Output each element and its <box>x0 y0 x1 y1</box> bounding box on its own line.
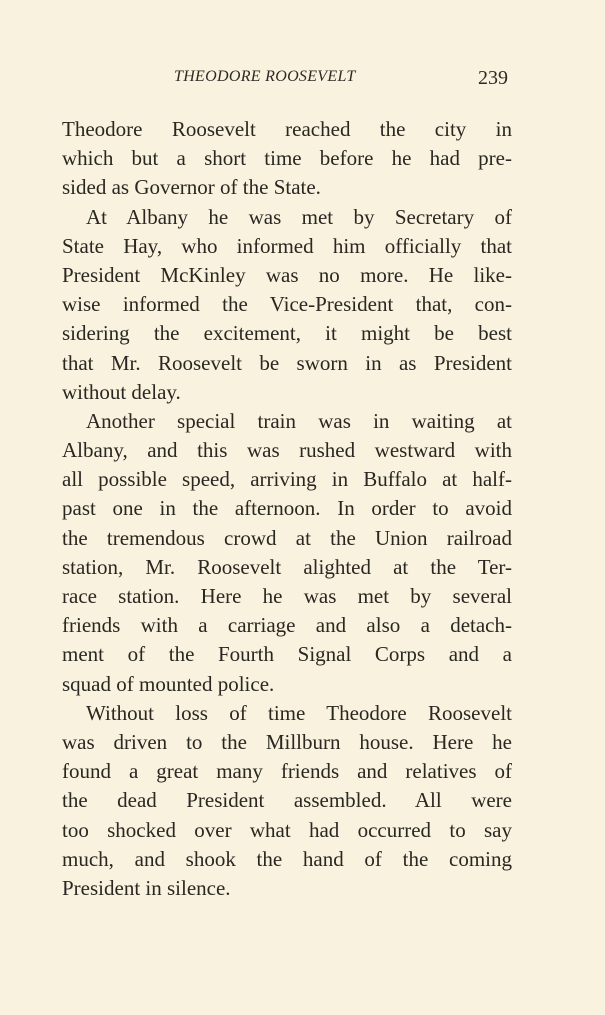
page-header <box>0 68 605 96</box>
paragraph-first-line: At Albany he was met by Secretary of <box>86 204 512 229</box>
text-line: the dead President assembled. All were <box>62 788 512 813</box>
text-line: friends with a carriage and also a detach- <box>62 613 512 638</box>
text-line: that Mr. Roosevelt be sworn in as President <box>62 350 512 375</box>
paragraph-first-line: Another special train was in waiting at <box>86 408 512 433</box>
text-line: past one in the afternoon. In order to avoid <box>62 496 512 521</box>
text-line: without delay. <box>62 379 181 404</box>
text-line: race station. Here he was met by several <box>62 584 512 608</box>
text-line: much, and shook the hand of the coming <box>62 846 512 871</box>
text-line: all possible speed, arriving in Buffalo at half- <box>62 467 512 492</box>
text-line: squad of mounted police. <box>62 671 275 696</box>
text-line: President in silence. <box>62 875 231 900</box>
text-line: Theodore Roosevelt reached the city in <box>62 117 512 141</box>
running-title: THEODORE ROOSEVELT <box>174 68 356 85</box>
text-line: was driven to the Millburn house. Here he <box>62 729 512 754</box>
page-number: 239 <box>478 67 508 89</box>
text-line: found a great many friends and relatives of <box>62 759 512 784</box>
text-line: President McKinley was no more. He like- <box>62 262 512 287</box>
text-line: State Hay, who informed him officially that <box>62 233 512 258</box>
text-line: sided as Governor of the State. <box>62 175 321 200</box>
text-line: station, Mr. Roosevelt alighted at the Ter- <box>62 554 512 579</box>
text-line: the tremendous crowd at the Union railroad <box>62 525 512 550</box>
text-line: sidering the excitement, it might be best <box>62 321 512 346</box>
body-text <box>62 115 512 903</box>
text-line: too shocked over what had occurred to say <box>62 817 512 842</box>
text-line: Albany, and this was rushed westward with <box>62 438 512 463</box>
text-line: wise informed the Vice-President that, con- <box>62 292 512 317</box>
text-line: which but a short time before he had pre- <box>62 146 512 171</box>
text-line: ment of the Fourth Signal Corps and a <box>62 642 512 667</box>
paragraph-first-line: Without loss of time Theodore Roosevelt <box>86 700 512 725</box>
